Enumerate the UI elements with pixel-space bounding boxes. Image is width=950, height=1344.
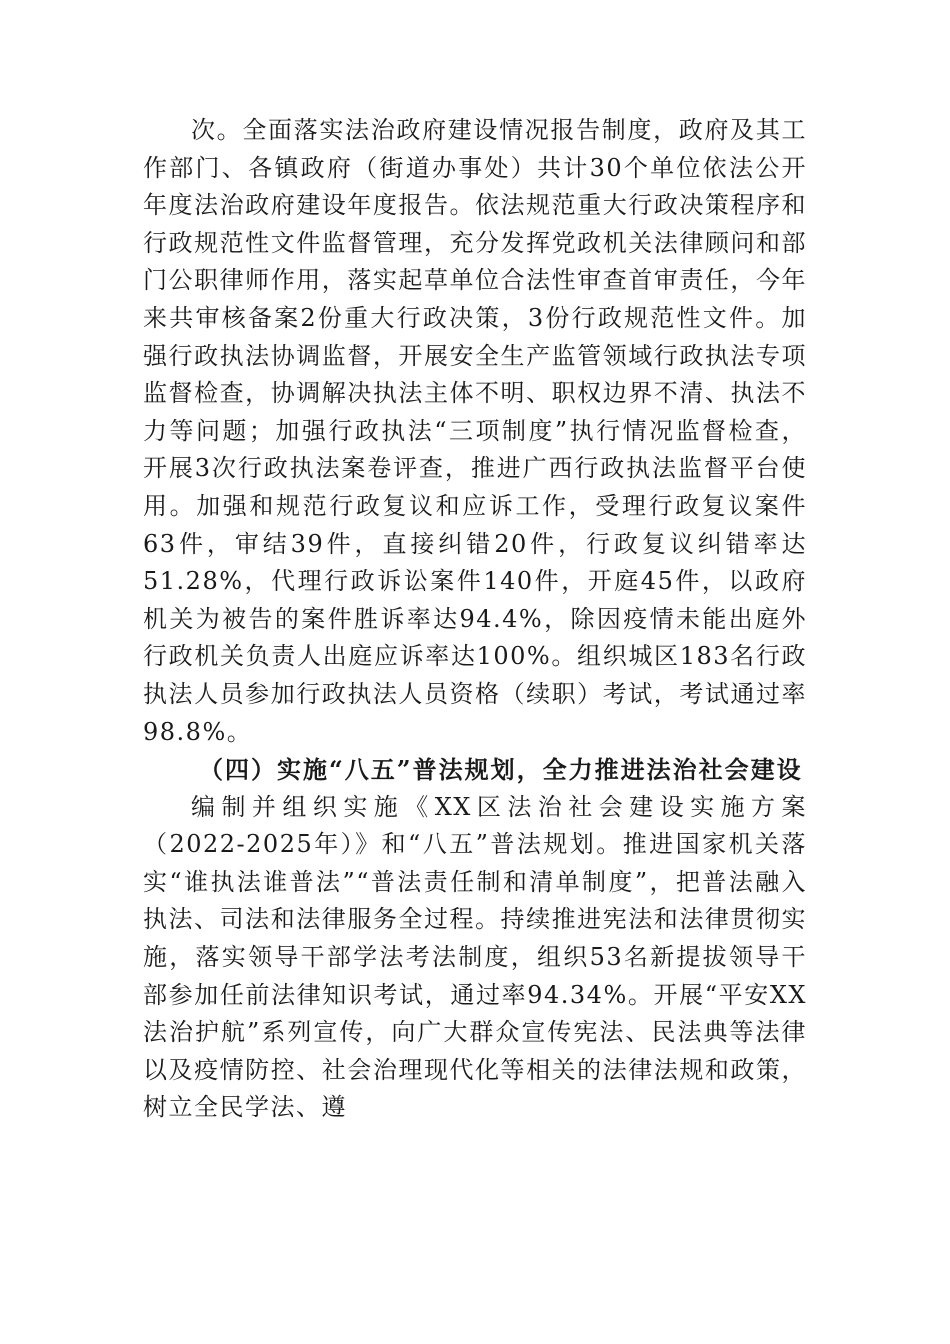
document-body	[143, 112, 807, 1127]
body-paragraph-continued: 次。全面落实法治政府建设情况报告制度，政府及其工作部门、各镇政府（街道办事处）共计30个单位依法公开年度法治政府建设年度报告。依法规范重大行政决策程序和行政规范性文件监督管理，充分发挥党政机关法律顾问和部门公职律师作用，落实起草单位合法性审查首审责任，今年来共审核备案2份重大行政决策，3份行政规范性文件。加强行政执法协调监督，开展安全生产监管领域行政执法专项监督检查，协调解决执法主体不明、职权边界不清、执法不力等问题；加强行政执法“三项制度”执行情况监督检查，开展3次行政执法案卷评查，推进广西行政执法监督平台使用。加强和规范行政复议和应诉工作，受理行政复议案件63件，审结39件，直接纠错20件，行政复议纠错率达51.28%，代理行政诉讼案件140件，开庭45件，以政府机关为被告的案件胜诉率达94.4%，除因疫情未能出庭外行政机关负责人出庭应诉率达100%。组织城区183名行政执法人员参加行政执法人员资格（续职）考试，考试通过率98.8%。	[143, 116, 807, 746]
body-paragraph: 编制并组织实施《XX区法治社会建设实施方案（2022-2025年）》和“八五”普法规划。推进国家机关落实“谁执法谁普法”“普法责任制和清单制度”，把普法融入执法、司法和法律服务全过程。持续推进宪法和法律贯彻实施，落实领导干部学法考法制度，组织53名新提拔领导干部参加任前法律知识考试，通过率94.34%。开展“平安XX法治护航”系列宣传，向广大群众宣传宪法、民法典等法律以及疫情防控、社会治理现代化等相关的法律法规和政策，树立全民学法、遵	[143, 792, 807, 1122]
section-heading: （四）实施“八五”普法规划，全力推进法治社会建设	[199, 755, 803, 785]
